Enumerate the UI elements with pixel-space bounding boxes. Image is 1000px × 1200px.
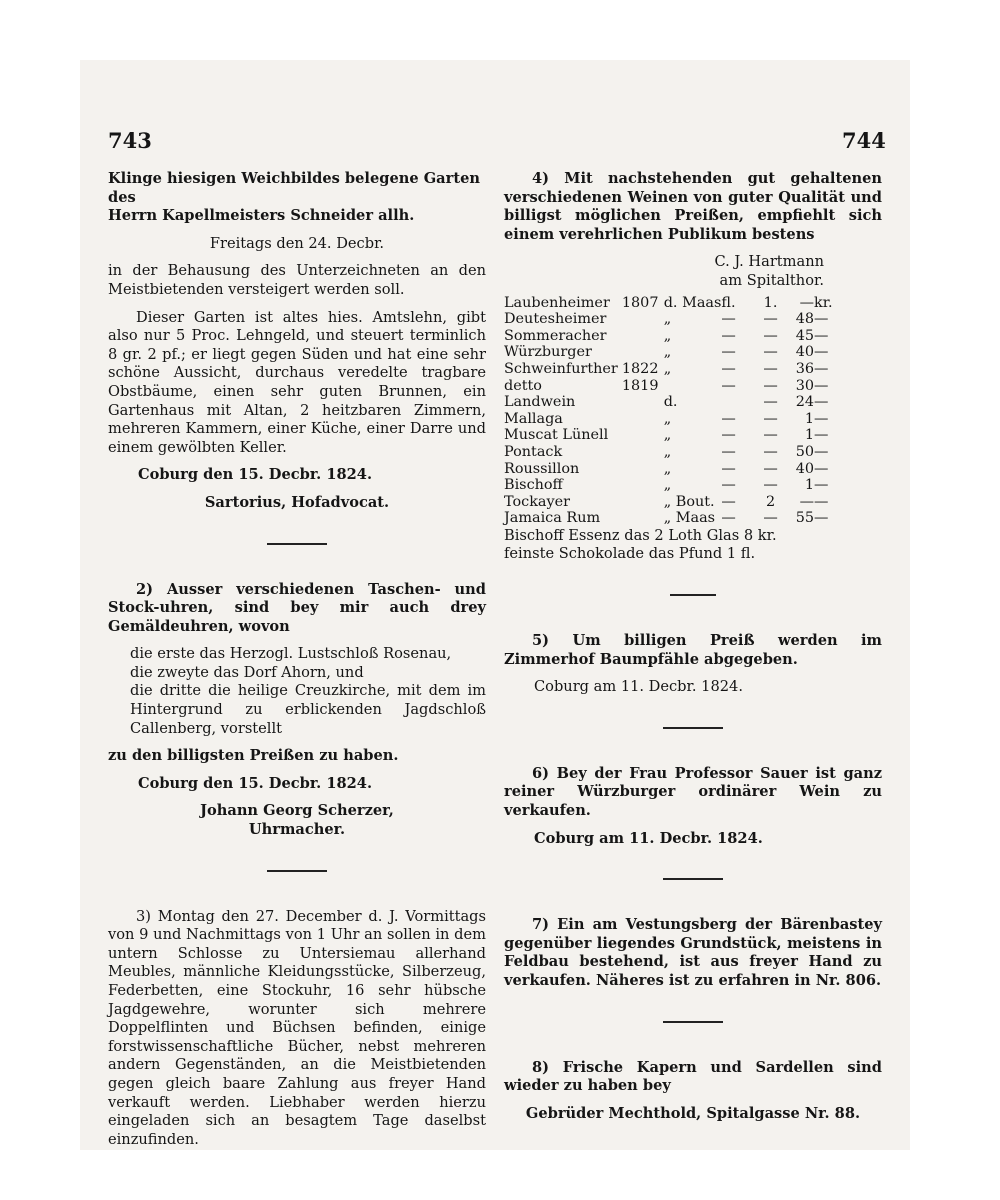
stakes-place-date: Coburg am 11. Decbr. 1824. bbox=[534, 678, 743, 696]
wine-price-c1-cell: — bbox=[721, 477, 736, 494]
divider-rule bbox=[267, 870, 327, 872]
garden-line-1: Klinge hiesigen Weichbildes belegene Garten des bbox=[108, 170, 480, 206]
clock-signature-name: Johann Georg Scherzer, bbox=[200, 802, 394, 820]
wine-vendor-name: C. J. Hartmann bbox=[714, 253, 824, 271]
wine-price-row bbox=[504, 461, 834, 478]
wine-price-row bbox=[504, 444, 834, 461]
wine-name-cell: Landwein bbox=[504, 394, 576, 411]
wine-price-c3-cell: 55 bbox=[795, 510, 814, 527]
wine-price-c1-cell: — bbox=[721, 410, 736, 427]
wuerzburger-text: 6) Bey der Frau Professor Sauer ist ganz reiner Würzburger ordinärer Wein zu verkaufen. bbox=[504, 764, 882, 820]
wine-price-c4-cell: — bbox=[814, 460, 829, 477]
capers-signature: Gebrüder Mechthold, Spitalgasse Nr. 88. bbox=[525, 1104, 861, 1122]
wine-price-c2-cell: — bbox=[763, 377, 778, 394]
wine-price-c1-cell: — bbox=[721, 493, 736, 510]
wine-price-row bbox=[504, 427, 834, 444]
left-column bbox=[108, 170, 486, 1149]
wine-unit-cell: „ bbox=[663, 427, 672, 444]
wine-name-cell: Jamaica Rum bbox=[504, 510, 601, 527]
wine-year-cell bbox=[622, 394, 664, 411]
wine-name-cell: Pontack bbox=[504, 443, 563, 460]
wine-name-cell: Laubenheimer bbox=[504, 294, 610, 311]
wine-year-cell: 1822 bbox=[621, 360, 659, 377]
wine-price-c1-cell bbox=[721, 394, 756, 411]
wine-price-c3-cell: 48 bbox=[795, 311, 814, 328]
garden-auction-date: Freitags den 24. Decbr. bbox=[209, 234, 385, 252]
divider-rule bbox=[663, 727, 723, 729]
wine-note-chocolate: feinste Schokolade das Pfund 1 fl. bbox=[504, 545, 756, 563]
clock-list-item-3: die dritte die heilige Creuzkirche, mit dem im Hintergrund zu erblickenden Jagdschloß Callenberg, vorstellt bbox=[130, 682, 486, 737]
wine-unit-cell: „ bbox=[663, 327, 672, 344]
wine-unit-cell: „ bbox=[663, 410, 672, 427]
wine-price-c1-cell: — bbox=[721, 311, 736, 328]
wine-price-c3-cell: 1 bbox=[804, 410, 814, 427]
wine-price-row bbox=[504, 394, 834, 411]
clock-signature-title: Uhrmacher. bbox=[248, 821, 346, 839]
wine-price-c2-cell: — bbox=[763, 510, 778, 527]
wine-name-cell: Schweinfurther bbox=[504, 360, 618, 377]
clock-place-date: Coburg den 15. Decbr. 1824. bbox=[138, 774, 373, 792]
wine-price-c2-cell: — bbox=[763, 394, 778, 411]
wine-price-c4-cell: — bbox=[814, 327, 829, 344]
wine-name-cell: Roussillon bbox=[504, 460, 580, 477]
wine-unit-cell bbox=[664, 378, 722, 395]
wine-year-cell bbox=[622, 311, 664, 328]
stakes-notice bbox=[504, 632, 882, 697]
wine-name-cell: detto bbox=[504, 377, 542, 394]
wine-year-cell bbox=[622, 494, 664, 511]
wine-price-c2-cell: — bbox=[763, 344, 778, 361]
wine-unit-cell: „ bbox=[663, 344, 672, 361]
wine-price-c3-cell: 1 bbox=[804, 427, 814, 444]
wine-price-c4-cell: — bbox=[814, 477, 829, 494]
clock-closing: zu den billigsten Preißen zu haben. bbox=[108, 747, 399, 765]
wine-name-cell: Tockayer bbox=[504, 493, 571, 510]
wine-price-c1-cell: — bbox=[721, 460, 736, 477]
wine-price-c3-cell: — bbox=[799, 493, 814, 510]
wine-price-c3-cell: 36 bbox=[795, 360, 814, 377]
wine-notice bbox=[504, 170, 882, 564]
wuerzburger-notice bbox=[504, 765, 882, 848]
page-number-left: 743 bbox=[108, 128, 152, 153]
garden-signature: Sartorius, Hofadvocat. bbox=[204, 493, 390, 511]
wine-price-row bbox=[504, 510, 834, 527]
garden-auction-text: in der Behausung des Unterzeichneten an den Meistbietenden versteigert werden soll. bbox=[108, 262, 486, 298]
wine-price-table bbox=[504, 295, 834, 527]
auction-text: 3) Montag den 27. December d. J. Vormittags von 9 und Nachmittags von 1 Uhr an sollen in dem untern Schlosse zu Untersiemau allerhand Meubles, männliche Kleidungsstücke, Silberzeug, Federbetten, eine Stockuhr, 16 sehr hübsche Jagdgewehre, worunter sich mehrere Doppelflinten und Büchsen befinden, einige forstwissenschaftliche Bücher, nebst mehreren andern Gegenständen, an die Meistbietenden gegen gleich baare Zahlung aus freyer Hand verkauft werden. Liebhaber werden hierzu eingeladen sich an besagtem Tage daselbst einzufinden. bbox=[108, 907, 486, 1148]
wine-name-cell: Bischoff bbox=[504, 477, 563, 494]
wine-unit-cell: „ Maas bbox=[663, 510, 716, 527]
wine-name-cell: Deutesheimer bbox=[504, 311, 607, 328]
clock-notice bbox=[108, 581, 486, 840]
wine-year-cell: 1819 bbox=[621, 377, 659, 394]
wine-price-row bbox=[504, 494, 834, 511]
wine-price-c3-cell: 45 bbox=[795, 327, 814, 344]
wine-price-c2-cell: — bbox=[763, 311, 778, 328]
wine-price-c3-cell: 50 bbox=[795, 443, 814, 460]
wine-price-row bbox=[504, 344, 834, 361]
wine-price-c4-cell: — bbox=[814, 360, 829, 377]
wine-year-cell bbox=[622, 427, 664, 444]
wine-year-cell bbox=[622, 461, 664, 478]
wine-unit-cell: „ bbox=[663, 460, 672, 477]
wine-price-c2-cell: 2 bbox=[765, 493, 776, 510]
wine-price-c2-cell: — bbox=[763, 460, 778, 477]
right-column bbox=[504, 170, 882, 1123]
wine-year-cell: 1807 bbox=[621, 294, 659, 311]
wine-price-c2-cell: — bbox=[763, 477, 778, 494]
wuerzburger-place-date: Coburg am 11. Decbr. 1824. bbox=[534, 829, 763, 847]
wine-price-c4-cell: — bbox=[814, 377, 829, 394]
divider-rule bbox=[663, 878, 723, 880]
wine-price-c1-cell: fl. bbox=[721, 294, 736, 311]
wine-price-c3-cell: — bbox=[799, 294, 814, 311]
garden-line-2: Herrn Kapellmeisters Schneider allh. bbox=[108, 207, 415, 225]
wine-price-c4-cell: — bbox=[814, 493, 829, 510]
wine-price-c1-cell: — bbox=[721, 344, 736, 361]
wine-unit-cell: „ bbox=[663, 443, 672, 460]
clock-list-item-2: die zweyte das Dorf Ahorn, und bbox=[130, 663, 364, 681]
clock-list-item-1: die erste das Herzogl. Lustschloß Rosenau, bbox=[130, 645, 452, 663]
wine-price-row bbox=[504, 411, 834, 428]
wine-name-cell: Mallaga bbox=[504, 410, 563, 427]
wine-year-cell bbox=[622, 344, 664, 361]
wine-vendor-place: am Spitalthor. bbox=[719, 271, 824, 289]
wine-price-c3-cell: 1 bbox=[804, 477, 814, 494]
wine-price-c4-cell: — bbox=[814, 410, 829, 427]
wine-unit-cell: d. Maas bbox=[663, 294, 722, 311]
wine-price-c1-cell: — bbox=[721, 360, 736, 377]
auction-notice bbox=[108, 908, 486, 1150]
wine-year-cell bbox=[622, 411, 664, 428]
property-text: 7) Ein am Vestungsberg der Bärenbastey gegenüber liegendes Grundstück, meistens in Feldbau bestehend, ist aus freyer Hand zu verkaufen. Näheres ist zu erfahren in Nr. 806. bbox=[504, 916, 882, 989]
garden-description: Dieser Garten ist altes hies. Amtslehn, gibt also nur 5 Proc. Lehngeld, und steuert terminlich 8 gr. 2 pf.; er liegt gegen Süden und hat eine sehr schöne Aussicht, durchaus veredelte tragbare Obstbäume, einen sehr guten Brunnen, ein Gartenhaus mit Altan, 2 heitzbaren Zimmern, mehreren Kammern, einer Küche, einer Darre und einem gewölbten Keller. bbox=[108, 308, 486, 456]
wine-price-row bbox=[504, 311, 834, 328]
wine-price-c2-cell: — bbox=[763, 443, 778, 460]
wine-price-c3-cell: 40 bbox=[795, 460, 814, 477]
divider-rule bbox=[670, 594, 716, 596]
wine-price-c4-cell: kr. bbox=[814, 294, 833, 311]
wine-price-c3-cell: 40 bbox=[795, 344, 814, 361]
wine-unit-cell: „ Bout. bbox=[663, 493, 715, 510]
wine-unit-cell: „ bbox=[663, 360, 672, 377]
wine-price-c2-cell: 1. bbox=[763, 294, 778, 311]
wine-price-c2-cell: — bbox=[763, 410, 778, 427]
wine-price-c4-cell: — bbox=[814, 311, 829, 328]
wine-price-c1-cell: — bbox=[721, 443, 736, 460]
wine-price-c1-cell: — bbox=[721, 327, 736, 344]
wine-name-cell: Würzburger bbox=[504, 344, 592, 361]
wine-unit-cell: „ bbox=[663, 311, 672, 328]
wine-name-cell: Muscat Lünell bbox=[504, 427, 609, 444]
wine-price-c2-cell: — bbox=[763, 360, 778, 377]
wine-year-cell bbox=[622, 477, 664, 494]
wine-price-c4-cell: — bbox=[814, 394, 829, 411]
wine-price-c1-cell: — bbox=[721, 427, 736, 444]
wine-price-c1-cell: — bbox=[721, 510, 736, 527]
wine-price-c4-cell: — bbox=[814, 344, 829, 361]
garden-notice bbox=[108, 170, 486, 513]
divider-rule bbox=[267, 543, 327, 545]
wine-price-c4-cell: — bbox=[814, 443, 829, 460]
wine-year-cell bbox=[622, 510, 664, 527]
stakes-text: 5) Um billigen Preiß werden im Zimmerhof Baumpfähle abgegeben. bbox=[504, 632, 882, 668]
wine-name-cell: Sommeracher bbox=[504, 327, 607, 344]
garden-place-date: Coburg den 15. Decbr. 1824. bbox=[138, 466, 373, 484]
wine-note-essenz: Bischoff Essenz das 2 Loth Glas 8 kr. bbox=[504, 526, 777, 544]
wine-unit-cell: d. bbox=[663, 394, 678, 411]
capers-notice bbox=[504, 1059, 882, 1124]
wine-price-row bbox=[504, 477, 834, 494]
wine-price-c2-cell: — bbox=[763, 327, 778, 344]
wine-price-row bbox=[504, 378, 834, 395]
clock-intro: 2) Ausser verschiedenen Taschen- und Stock-uhren, sind bey mir auch drey Gemäldeuhren, wovon bbox=[108, 580, 486, 635]
wine-price-c2-cell: — bbox=[763, 427, 778, 444]
wine-price-c3-cell: 30 bbox=[795, 377, 814, 394]
wine-price-row bbox=[504, 295, 834, 312]
wine-price-c4-cell: — bbox=[814, 510, 829, 527]
wine-price-c4-cell: — bbox=[814, 427, 829, 444]
wine-year-cell bbox=[622, 328, 664, 345]
wine-price-row bbox=[504, 361, 834, 378]
wine-price-c1-cell: — bbox=[721, 377, 736, 394]
wine-price-c3-cell: 24 bbox=[795, 394, 814, 411]
divider-rule bbox=[663, 1021, 723, 1023]
page-number-right: 744 bbox=[842, 128, 886, 153]
wine-unit-cell: „ bbox=[663, 477, 672, 494]
property-notice bbox=[504, 916, 882, 990]
wine-intro: 4) Mit nachstehenden gut gehaltenen verschiedenen Weinen von guter Qualität und billigst möglichen Preißen, empfiehlt sich einem verehrlichen Publikum bestens bbox=[504, 170, 882, 243]
capers-text: 8) Frische Kapern und Sardellen sind wieder zu haben bey bbox=[504, 1058, 882, 1095]
wine-price-row bbox=[504, 328, 834, 345]
wine-year-cell bbox=[622, 444, 664, 461]
